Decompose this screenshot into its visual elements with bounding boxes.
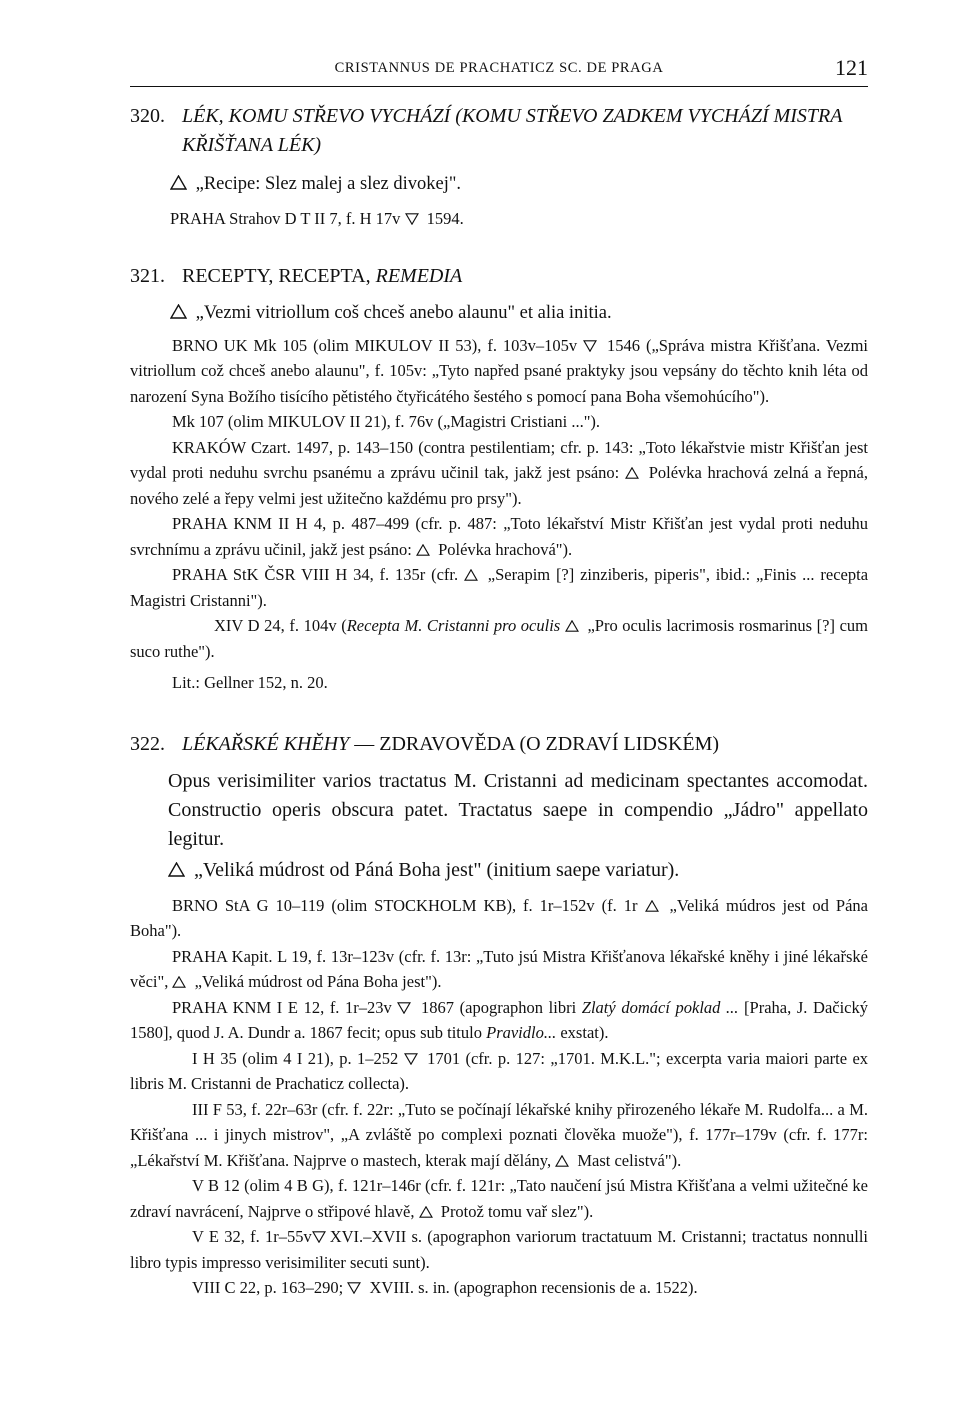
triangle-up-icon <box>464 569 478 581</box>
page-content <box>130 102 868 1301</box>
manuscript-text: [Praha, J. Dačický 1580], quod J. A. Dundr a. 1867 fecit; opus sub titulo <box>130 997 868 1042</box>
triangle-up-icon <box>170 304 187 319</box>
incipit-text: „Vezmi vitriollum coš chceš anebo alaunu" et alia initia. <box>195 302 612 323</box>
manuscript-title-italic: Recepta M. Cristanni pro oculis <box>346 616 561 635</box>
manuscript-text: XVI.–XVII s. (apographon variorum tractatuum M. Cristanni; tractatus nonnulli libro typis impresso verisimiliter secuti sunt). <box>130 1227 868 1272</box>
manuscript-text: I H 35 (olim 4 I 21), p. 1–252 <box>192 1048 399 1068</box>
triangle-down-icon <box>405 213 419 225</box>
manuscript-paragraph <box>130 435 868 512</box>
manuscript-title-italic: Pravidlo... <box>486 1023 557 1042</box>
manuscript-text: BRNO UK Mk 105 (olim MIKULOV II 53), f. 103v–105v <box>172 335 578 355</box>
manuscript-paragraph <box>130 333 868 410</box>
manuscript-text: XIV D 24, f. 104v ( <box>214 616 347 635</box>
manuscript-text: Protož tomu vař slez"). <box>440 1201 594 1221</box>
entry-number: 320. <box>130 105 165 127</box>
triangle-up-icon <box>416 544 430 556</box>
manuscript-text: XVIII. s. in. (apographon recensionis de a. 1522). <box>369 1278 698 1297</box>
manuscript-line <box>170 206 868 232</box>
manuscript-text: 1546 („Správa mistra Křišťana. Vezmi vitriollum což chceš anebo alaunu", f. 105v: „Tyto napřed psané praktyky jsou vepsány do těchto knih léta od narození Syna Božího tisícího pětistého čtyřicátého šestého s pomocí pana Boha všemohúcího"). <box>130 335 869 406</box>
manuscript-paragraph: Mk 107 (olim MIKULOV II 21), f. 76v („Magistri Cristiani ..."). <box>172 412 601 431</box>
manuscript-text: Polévka hrachová zelná a řepná, nového zelé a řepy velmi jest užitečno každému pro prsy"). <box>130 463 868 508</box>
manuscript-text: Polévka hrachová"). <box>438 539 573 559</box>
entry-title <box>182 262 868 291</box>
triangle-up-icon <box>172 976 186 988</box>
entry-number: 322. <box>130 732 165 755</box>
entry-321-heading <box>130 262 868 291</box>
literature-line: Lit.: Gellner 152, n. 20. <box>172 673 328 692</box>
manuscript-text: KRAKÓW Czart. 1497, p. 143–150 (contra pestilentiam; cfr. p. 143: „Toto lékařstvie mistr Křišťan jest vydal proti neduhu svrchu psanému a zprávu učinil tak, jakž jest psáno: <box>130 437 868 482</box>
entry-title <box>182 730 868 759</box>
triangle-down-icon <box>347 1282 361 1294</box>
incipit-line <box>170 170 868 198</box>
manuscript-paragraph <box>130 562 868 613</box>
manuscript-text: PRAHA KNM II H 4, p. 487–499 (cfr. p. 487: „Toto lékařství Mistr Křišťan jest vydal proti neduhu svrchnímu a zprávu učinil, jakž jest psáno: <box>130 514 868 559</box>
incipit-text: „Veliká múdrost od Páná Boha jest" (initium saepe variatur). <box>194 858 680 881</box>
triangle-down-icon <box>312 1231 326 1243</box>
manuscript-text: „Serapim [?] zinziberis, piperis", ibid.: „Finis ... recepta Magistri Cristanni"). <box>130 565 869 610</box>
manuscript-text: VIII C 22, p. 163–290; <box>192 1278 344 1297</box>
entry-title-plain: — ZDRAVOVĚDA (O ZDRAVÍ LIDSKÉM) <box>349 732 720 755</box>
triangle-down-icon <box>583 340 597 352</box>
manuscript-text: PRAHA StK ČSR VIII H 34, f. 135r (cfr. <box>172 565 459 584</box>
running-title: CRISTANNUS DE PRACHATICZ SC. DE PRAGA <box>334 60 664 76</box>
triangle-up-icon <box>645 900 659 912</box>
entry-322-heading <box>130 730 868 759</box>
manuscript-paragraph <box>130 613 868 664</box>
manuscript-paragraph <box>130 1173 868 1224</box>
triangle-down-icon <box>397 1002 411 1014</box>
triangle-down-icon <box>404 1053 418 1065</box>
incipit-line <box>170 299 868 327</box>
manuscript-paragraph <box>130 893 868 944</box>
incipit-line <box>168 856 868 885</box>
triangle-up-icon <box>625 467 639 479</box>
manuscript-text: 1701 (cfr. p. 127: „1701. M.K.L."; excerpta varia maiori parte ex libris M. Cristanni de Prachaticz collecta). <box>130 1048 869 1093</box>
entry-320-heading <box>130 102 868 160</box>
manuscript-paragraph <box>130 1046 868 1097</box>
entry-title: LÉK, KOMU STŘEVO VYCHÁZÍ (KOMU STŘEVO ZADKEM VYCHÁZÍ MISTRA KŘIŠŤANA LÉK) <box>182 105 843 156</box>
manuscript-text: V E 32, f. 1r–55v <box>192 1227 312 1246</box>
entry-number: 321. <box>130 264 165 287</box>
manuscript-text: Mast celistvá"). <box>577 1150 682 1170</box>
manuscript-text: BRNO StA G 10–119 (olim STOCKHOLM KB), f. 1r–152v (f. 1r <box>172 895 638 915</box>
manuscript-paragraph <box>130 1275 868 1301</box>
manuscript-text: PRAHA Kapit. L 19, f. 13r–123v (cfr. f. 13r: „Tuto jsú Mistra Křišťanova lékařské kněhy i jiné lékařské věci", <box>130 946 868 991</box>
manuscript-paragraph <box>130 1097 868 1174</box>
manuscript-text: „Veliká múdrost od Pána Boha jest"). <box>194 972 442 991</box>
running-head <box>130 52 868 87</box>
date-text: 1594. <box>426 209 464 228</box>
manuscript-text: exstat). <box>556 1023 609 1042</box>
manuscript-text: III F 53, f. 22r–63r (cfr. f. 22r: „Tuto se počínají lékařské knihy přirozeného lékaře M. Rudolfa... a M. Křišťana ... i jinych mistrov", „A zvláště po complexi poznati člověka muože"), f. 177r–179v (cfr. f. 177r: „Lékařství M. Křišťana. Najprve o mastech, kterak mají dělány, <box>130 1099 868 1170</box>
triangle-up-icon <box>565 620 579 632</box>
entry-title-italic: LÉKAŘSKÉ KHĚHY <box>182 732 350 755</box>
page-number: 121 <box>835 55 868 80</box>
incipit-text: „Recipe: Slez malej a slez divokej". <box>195 174 462 194</box>
manuscript-paragraph <box>130 944 868 995</box>
entry-title-plain: RECEPTY, RECEPTA, <box>182 264 376 287</box>
manuscript-text: V B 12 (olim 4 B G), f. 121r–146r (cfr. f. 121r: „Tato naučení jsú Mistra Křišťana a velmi užitečné ke zdraví navrácení, Najprve o střipové hlavě, <box>130 1176 868 1221</box>
triangle-up-icon <box>555 1155 569 1167</box>
triangle-up-icon <box>170 175 187 190</box>
manuscript-text: „Pro oculis lacrimosis rosmarinus [?] cum suco ruthe"). <box>130 616 869 661</box>
manuscript-text: PRAHA Strahov D T II 7, f. H 17v <box>170 209 401 228</box>
entry-title-italic: REMEDIA <box>375 264 463 287</box>
manuscript-title-italic: Zlatý domácí poklad ... <box>581 997 739 1017</box>
manuscript-text: „Veliká múdros jest od Pána Boha"). <box>130 895 868 940</box>
manuscript-text: 1867 (apographon libri <box>421 997 582 1017</box>
description-paragraph: Opus verisimiliter varios tractatus M. Cristanni ad medicinam spectantes accomodat. Constructio operis obscura patet. Tractatus saepe in compendio „Jádro" appellato legitur. <box>168 769 868 850</box>
manuscript-text: PRAHA KNM I E 12, f. 1r–23v <box>172 997 392 1017</box>
manuscript-paragraph <box>130 511 868 562</box>
manuscript-paragraph <box>130 995 868 1046</box>
triangle-up-icon <box>168 862 185 877</box>
triangle-up-icon <box>419 1206 433 1218</box>
manuscript-paragraph <box>130 1224 868 1275</box>
